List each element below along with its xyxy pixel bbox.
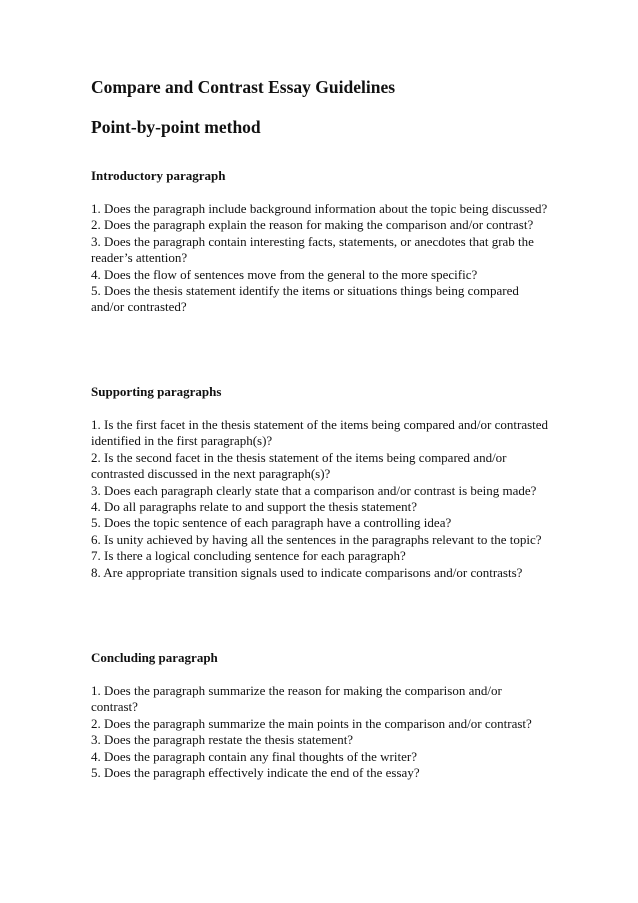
document-title: Compare and Contrast Essay Guidelines	[91, 77, 396, 97]
question-item: 1. Does the paragraph summarize the reason for making the comparison and/or contrast?	[91, 683, 502, 715]
question-item: 5. Does the topic sentence of each paragraph have a controlling idea?	[91, 515, 452, 531]
question-list-concluding	[91, 683, 546, 781]
question-item: 3. Does the paragraph contain interesting facts, statements, or anecdotes that grab the reader’s attention?	[91, 233, 534, 266]
question-item: 5. Does the thesis statement identify the items or situations things being compared and/or contrasted?	[91, 283, 519, 315]
question-item: 2. Does the paragraph summarize the main points in the comparison and/or contrast?	[91, 715, 532, 731]
question-item: 3. Does each paragraph clearly state that a comparison and/or contrast is being made?	[91, 482, 537, 498]
question-item: 1. Is the first facet in the thesis statement of the items being compared and/or contrasted identified in the first paragraph(s)?	[91, 417, 549, 449]
question-item: 4. Does the paragraph contain any final thoughts of the writer?	[91, 748, 417, 764]
question-item: 3. Does the paragraph restate the thesis statement?	[91, 732, 354, 748]
document-page	[91, 76, 611, 781]
section-heading-introductory: Introductory paragraph	[91, 168, 226, 183]
question-item: 4. Do all paragraphs relate to and support the thesis statement?	[91, 499, 417, 515]
question-item: 2. Is the second facet in the thesis statement of the items being compared and/or contrasted discussed in the next paragraph(s)?	[91, 449, 507, 482]
section-heading-concluding: Concluding paragraph	[91, 650, 218, 665]
question-item: 8. Are appropriate transition signals used to indicate comparisons and/or contrasts?	[91, 564, 523, 580]
question-item: 1. Does the paragraph include background information about the topic being discussed?	[91, 201, 548, 216]
question-list-introductory	[91, 201, 551, 316]
document-subtitle: Point-by-point method	[91, 117, 261, 137]
section-heading-supporting: Supporting paragraphs	[91, 384, 222, 399]
question-item: 2. Does the paragraph explain the reason for making the comparison and/or contrast?	[91, 217, 534, 233]
question-list-supporting	[91, 417, 561, 581]
question-item: 5. Does the paragraph effectively indicate the end of the essay?	[91, 765, 420, 781]
question-item: 7. Is there a logical concluding sentence for each paragraph?	[91, 548, 406, 564]
question-item: 4. Does the flow of sentences move from the general to the more specific?	[91, 266, 478, 282]
question-item: 6. Is unity achieved by having all the sentences in the paragraphs relevant to the topic?	[91, 531, 542, 547]
